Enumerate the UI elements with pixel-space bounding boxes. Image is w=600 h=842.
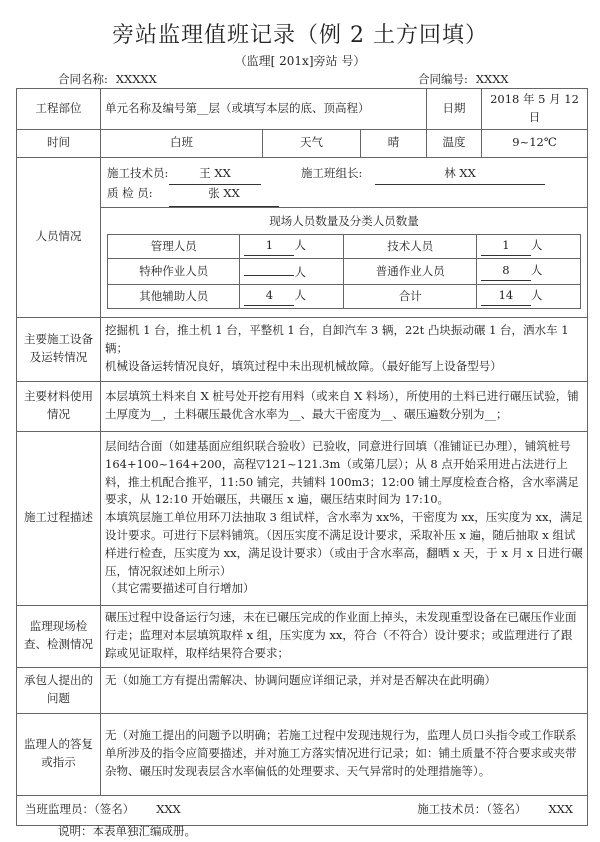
personnel-count-grid (107, 234, 581, 309)
contract-name-value: XXXXX (115, 72, 157, 86)
unit-label: 人 (530, 238, 543, 253)
contract-number-value: XXXX (475, 72, 509, 86)
unit-label: 人 (530, 288, 543, 303)
count-value: 14 (481, 287, 531, 306)
personnel-label: 人员情况 (17, 157, 101, 317)
supervisor-signature (25, 801, 181, 819)
leader-label: 施工班组长: (301, 166, 363, 181)
record-table (16, 88, 588, 826)
count-row (108, 235, 581, 259)
time-label: 时间 (17, 129, 101, 157)
supervisor-signature-value: XXX (156, 802, 181, 817)
count-label: 管理人员 (108, 235, 240, 259)
process-paragraph: 本填筑层施工单位用环刀法抽取 3 组试样，含水率为 xx%，干密度为 xx，压实度为 xx，满足设计要求。可进行下层料铺筑。（因压实度不满足设计要求，采取补压 x 遍，随后抽取 x 组试样进行检查，压实度为 xx，满足设计要求）（或由于含水率高，翻晒 x 天，于 x 月 x 日进行碾压，情况叙述如上所示） (105, 510, 583, 578)
tech-value: 王 XX (169, 165, 261, 185)
unit-label: 人 (294, 238, 306, 253)
tech-label: 施工技术员: (107, 166, 169, 181)
footer-note: 说明：本表单独汇编成册。 (58, 824, 196, 838)
technician-signature-label: 施工技术员：（签名） (417, 802, 527, 817)
row-supervision (17, 605, 588, 667)
equipment-label: 主要施工设备及运转情况 (17, 317, 101, 381)
temperature-value: 9~12℃ (482, 129, 588, 157)
equipment-status: 机械设备运转情况良好，填筑过程中未出现机械故障。（最好能写上设备型号） (105, 359, 502, 374)
qc-value: 张 XX (169, 185, 279, 207)
contract-number (418, 71, 509, 87)
supervisor-signature-label: 当班监理员：（签名） (25, 802, 135, 817)
supervision-label: 监理现场检查、检测情况 (17, 605, 101, 667)
process-paragraph: 层间结合面（如建基面应组织联合验收）已验收，同意进行回填（准铺证已办理），铺筑桩号 164+100~164+200，高程▽121~121.3m（或第几层）；从 8 点开始采用进占法进行上料，推土机配合推平，11:50 铺完，共铺料 100m3；12:00 铺土厚度检查合格，含水率满足要求，从 12:10 开始碾压，共碾压 x 遍，碾压结束时间为 17:10。 (105, 438, 579, 507)
temperature-label: 温度 (427, 129, 482, 157)
record-number: （监理[ 201x]旁站 号） (234, 54, 366, 68)
row-process (17, 431, 588, 605)
count-label: 特种作业人员 (108, 259, 240, 285)
count-value: 1 (481, 237, 531, 256)
page-title: 旁站监理值班记录（例 2 土方回填） (112, 23, 488, 48)
row-signatures (17, 795, 588, 825)
count-row (108, 285, 581, 309)
count-value (244, 261, 294, 276)
contract-number-label: 合同编号: (418, 72, 468, 86)
unit-label: 人 (294, 265, 306, 280)
supervisor-reply-text: 无（对施工提出的问题予以明确；若施工过程中发现违规行为，监理人员口头指令或工作联系单所涉及的指令应简要描述，并对施工方落实情况进行记录；如：铺土质量不符合要求或夹带杂物、碾压时发现表层含水率偏低的处理要求、天气异常时的处理措施等）。 (101, 713, 588, 795)
contractor-issues-label: 承包人提出的问题 (17, 667, 101, 713)
row-equipment (17, 317, 588, 381)
materials-text: 本层填筑土料来自 X 桩号处开挖有用料（或来自 X 料场），所使用的土料已进行碾压试验，铺土厚度为__，土料碾压最优含水率为__、最大干密度为__、碾压遍数分别为__； (101, 381, 588, 431)
count-label: 技术人员 (344, 235, 476, 259)
count-value: 1 (244, 237, 294, 256)
row-supervisor-reply (17, 713, 588, 795)
process-label: 施工过程描述 (17, 431, 101, 605)
contract-name-label: 合同名称: (58, 72, 108, 86)
qc-label: 质 检 员: (107, 186, 153, 201)
weather-value: 晴 (361, 129, 427, 157)
row-materials (17, 381, 588, 431)
shift-value: 白班 (101, 129, 263, 157)
project-label: 工程部位 (17, 89, 101, 130)
tech-leader-line (107, 165, 581, 185)
row-personnel (17, 157, 588, 317)
row-project (17, 89, 588, 130)
equipment-list: 挖掘机 1 台，推土机 1 台，平整机 1 台，自卸汽车 3 辆，22t 凸块振动碾 1 台，洒水车 1 辆； (105, 323, 569, 356)
count-label: 普通作业人员 (344, 259, 476, 285)
equipment-content (101, 317, 588, 381)
qc-line (107, 185, 581, 207)
unit-label: 人 (294, 288, 306, 303)
row-contractor-issues (17, 667, 588, 713)
signature-cell (17, 795, 588, 825)
count-title: 现场人员数量及分类人员数量 (101, 207, 587, 234)
materials-label: 主要材料使用情况 (17, 381, 101, 431)
unit-label: 人 (530, 263, 543, 278)
count-row (108, 259, 581, 285)
contract-name (58, 71, 157, 87)
date-label: 日期 (427, 89, 482, 130)
leader-value: 林 XX (375, 165, 545, 185)
date-value: 2018 年 5 月 12 日 (482, 89, 588, 130)
contractor-issues-text: 无（如施工方有提出需解决、协调问题应详细记录，并对是否解决在此明确） (101, 667, 588, 713)
technician-signature-value: XXX (548, 802, 573, 817)
process-content (101, 431, 588, 605)
count-label: 其他辅助人员 (108, 285, 240, 309)
personnel-content (101, 157, 588, 317)
process-paragraph: （其它需要描述可自行增加） (105, 581, 255, 596)
count-label: 合计 (344, 285, 476, 309)
count-value: 4 (244, 287, 294, 306)
weather-label: 天气 (263, 129, 361, 157)
count-value: 8 (481, 262, 531, 281)
supervision-text: 碾压过程中设备运行匀速，未在已碾压完成的作业面上掉头，未发现重型设备在已碾压作业面行走；监理对本层填筑取样 x 组，压实度为 xx，符合（不符合）设计要求；或监理进行了跟踪或见证取样，取样结果符合要求； (101, 605, 588, 667)
project-value: 单元名称及编号第__层（或填写本层的底、顶高程） (101, 89, 427, 130)
technician-signature (417, 801, 573, 819)
row-time (17, 129, 588, 157)
signature-line (21, 801, 583, 819)
supervisor-reply-label: 监理人的答复或指示 (17, 713, 101, 795)
